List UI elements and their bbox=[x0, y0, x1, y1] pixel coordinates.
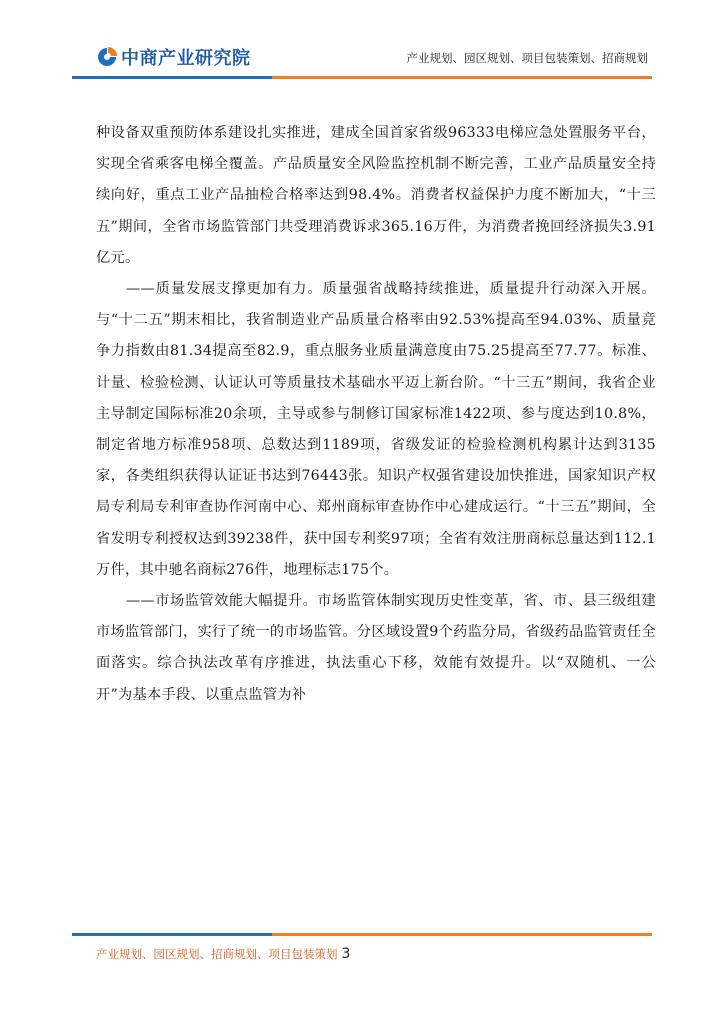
footer-rule-blue bbox=[72, 933, 272, 936]
logo bbox=[96, 44, 251, 70]
document-body bbox=[96, 118, 656, 711]
header-tagline: 产业规划、园区规划、项目包装策划、招商规划 bbox=[406, 51, 648, 65]
paragraph-market-supervision: ——市场监管效能大幅提升。市场监管体制实现历史性变革，省、市、县三级组建市场监管部门，实行了统一的市场监管。分区域设置9个药监分局，省级药品监管责任全面落实。综合执法改革有序推进，执法重心下移，效能有效提升。以“双随机、一公开”为基本手段、以重点监管为补 bbox=[96, 593, 656, 703]
logo-text: 中商产业研究院 bbox=[121, 48, 251, 69]
page-footer bbox=[96, 946, 350, 966]
header-rule-blue bbox=[72, 76, 272, 79]
paragraph-continued: 种设备双重预防体系建设扎实推进，建成全国首家省级96333电梯应急处置服务平台，实现全省乘客电梯全覆盖。产品质量安全风险监控机制不断完善，工业产品质量安全持续向好，重点工业产品抽检合格率达到98.4%。消费者权益保护力度不断加大，“十三五”期间，全省市场监管部门共受理消费诉求365.16万件，为消费者挽回经济损失3.91亿元。 bbox=[96, 125, 656, 266]
footer-text: 产业规划、园区规划、招商规划、项目包装策划 bbox=[96, 947, 338, 961]
logo-icon bbox=[96, 46, 118, 68]
header-rule-orange bbox=[272, 76, 652, 79]
footer-rule-orange bbox=[272, 933, 652, 936]
page-header bbox=[0, 0, 724, 80]
page-number: 3 bbox=[341, 946, 351, 962]
paragraph-quality-development: ——质量发展支撑更加有力。质量强省战略持续推进，质量提升行动深入开展。与“十二五”期末相比，我省制造业产品质量合格率由92.53%提高至94.03%、质量竞争力指数由81.34提高至82.9，重点服务业质量满意度由75.25提高至77.77。标准、计量、检验检测、认证认可等质量技术基础水平迈上新台阶。“十三五”期间，我省企业主导制定国际标准20余项，主导或参与制修订国家标准1422项、参与度达到10.8%，制定省地方标准958项、总数达到1189项，省级发证的检验检测机构累计达到3135家，各类组织获得认证证书达到76443张。知识产权强省建设加快推进，国家知识产权局专利局专利审查协作河南中心、郑州商标审查协作中心建成运行。“十三五”期间，全省发明专利授权达到39238件，获中国专利奖97项；全省有效注册商标总量达到112.1万件，其中驰名商标276件，地理标志175个。 bbox=[96, 281, 656, 578]
